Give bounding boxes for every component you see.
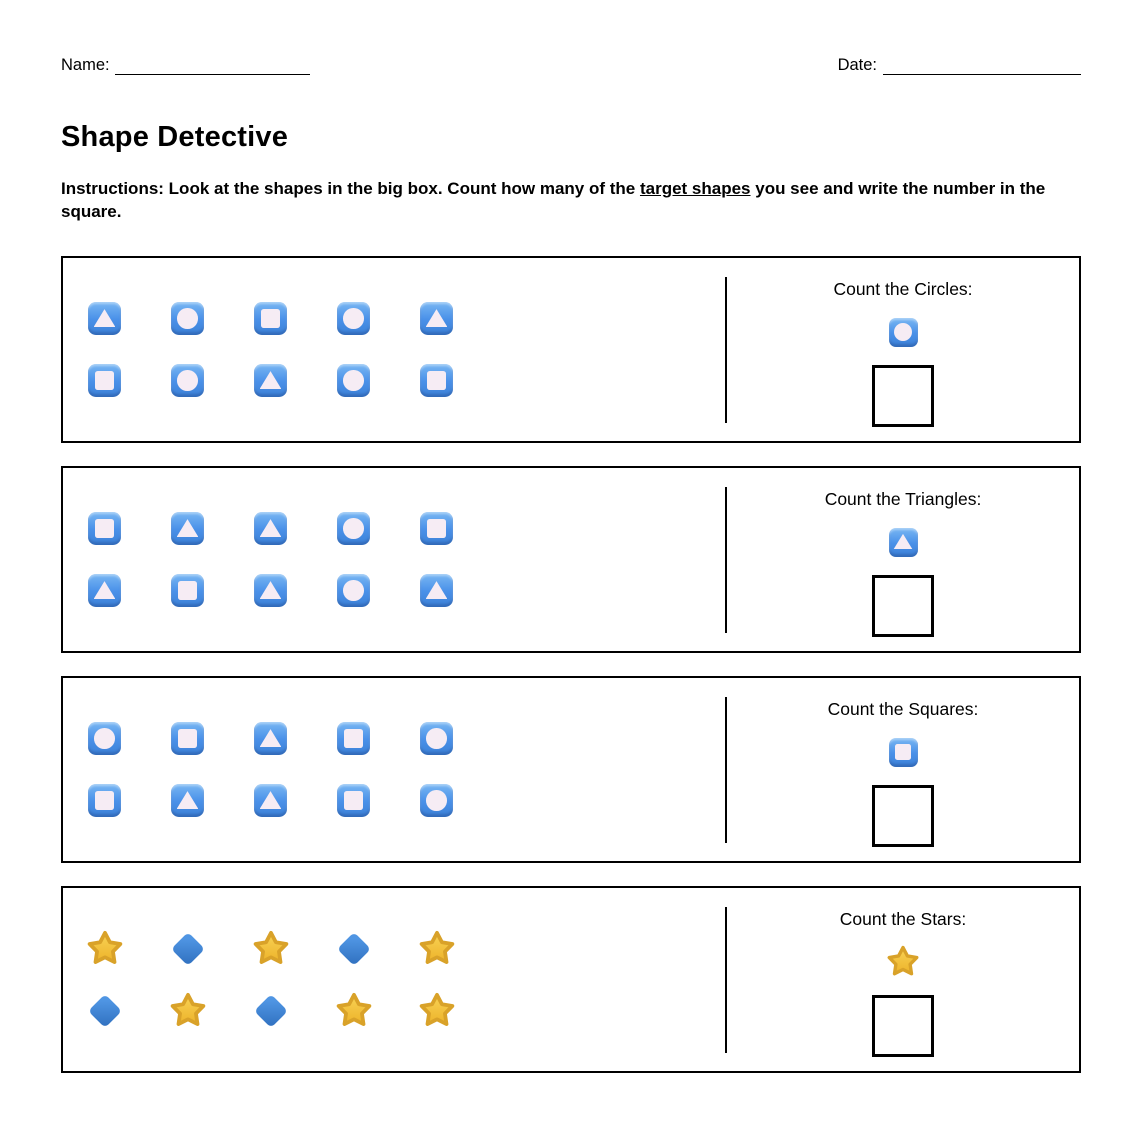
date-label: Date:: [837, 56, 877, 74]
answer-box-stars[interactable]: [872, 995, 934, 1057]
triangle-glyph: [893, 534, 912, 550]
circle-button-icon: [88, 722, 121, 755]
triangle-button-icon: [254, 364, 287, 397]
triangle-shape-cell: [418, 300, 456, 338]
circle-shape-cell: [335, 572, 373, 610]
square-button-icon: [889, 738, 918, 767]
answer-panel-circles: [727, 258, 1079, 441]
circle-shape-cell: [86, 720, 124, 758]
star-icon: [418, 930, 456, 968]
diamond-shape-cell: [169, 930, 207, 968]
instructions-text: Instructions: Look at the shapes in the big box. Count how many of the: [61, 179, 640, 198]
triangle-glyph: [260, 581, 282, 599]
task-box-triangles: [61, 466, 1081, 653]
square-glyph: [178, 581, 196, 599]
square-shape-cell: [169, 572, 207, 610]
triangle-glyph: [260, 519, 282, 537]
square-glyph: [178, 729, 196, 747]
triangle-button-icon: [171, 784, 204, 817]
triangle-button-icon: [88, 302, 121, 335]
triangle-button-icon: [254, 574, 287, 607]
triangle-button-icon: [254, 512, 287, 545]
square-glyph: [95, 791, 113, 809]
square-shape-cell: [169, 720, 207, 758]
date-write-line[interactable]: [883, 59, 1081, 75]
triangle-button-icon: [88, 574, 121, 607]
target-circle-icon: [889, 315, 918, 349]
name-write-line[interactable]: [115, 59, 310, 75]
square-glyph: [95, 519, 113, 537]
answer-panel-stars: [727, 888, 1079, 1071]
triangle-shape-cell: [418, 572, 456, 610]
circle-glyph: [177, 308, 197, 328]
instructions: [61, 178, 1081, 223]
triangle-shape-cell: [252, 510, 290, 548]
triangle-button-icon: [171, 512, 204, 545]
triangle-shape-cell: [252, 362, 290, 400]
circle-button-icon: [337, 302, 370, 335]
circle-glyph: [94, 728, 114, 748]
count-label-squares: Count the Squares:: [827, 699, 979, 720]
date-field: [838, 56, 1081, 75]
diamond-shape-cell: [335, 930, 373, 968]
circle-shape-cell: [169, 362, 207, 400]
star-shape-cell: [335, 992, 373, 1030]
square-shape-cell: [252, 300, 290, 338]
triangle-shape-cell: [252, 572, 290, 610]
diamond-icon: [88, 994, 122, 1028]
triangle-glyph: [426, 581, 448, 599]
star-shape-cell: [169, 992, 207, 1030]
square-shape-cell: [86, 362, 124, 400]
square-button-icon: [171, 722, 204, 755]
shape-grid-area-squares: [63, 678, 725, 861]
circle-glyph: [894, 323, 912, 341]
triangle-button-icon: [254, 784, 287, 817]
square-button-icon: [420, 364, 453, 397]
count-label-triangles: Count the Triangles:: [824, 489, 982, 510]
count-label-stars: Count the Stars:: [839, 909, 967, 930]
circle-button-icon: [171, 364, 204, 397]
header-row: [61, 56, 1081, 75]
answer-panel-triangles: [727, 468, 1079, 651]
square-button-icon: [337, 722, 370, 755]
triangle-button-icon: [254, 722, 287, 755]
triangle-glyph: [177, 519, 199, 537]
triangle-shape-cell: [252, 720, 290, 758]
answer-box-circles[interactable]: [872, 365, 934, 427]
target-triangle-icon: [889, 525, 918, 559]
circle-button-icon: [171, 302, 204, 335]
square-shape-cell: [335, 782, 373, 820]
circle-shape-cell: [418, 720, 456, 758]
circle-glyph: [177, 370, 197, 390]
shape-grid-area-circles: [63, 258, 725, 441]
square-glyph: [261, 309, 279, 327]
task-box-squares: [61, 676, 1081, 863]
triangle-glyph: [426, 309, 448, 327]
square-shape-cell: [418, 362, 456, 400]
name-label: Name:: [61, 56, 110, 74]
square-shape-cell: [86, 782, 124, 820]
circle-button-icon: [337, 512, 370, 545]
name-field: [61, 56, 310, 75]
triangle-button-icon: [420, 574, 453, 607]
triangle-shape-cell: [86, 300, 124, 338]
triangle-glyph: [260, 791, 282, 809]
star-icon: [86, 930, 124, 968]
diamond-icon: [171, 932, 205, 966]
square-button-icon: [337, 784, 370, 817]
shape-grid-area-stars: [63, 888, 725, 1071]
star-shape-cell: [86, 930, 124, 968]
circle-shape-cell: [169, 300, 207, 338]
task-box-stars: [61, 886, 1081, 1073]
star-shape-cell: [418, 992, 456, 1030]
triangle-glyph: [260, 729, 282, 747]
shape-grid-squares: [88, 720, 453, 820]
triangle-shape-cell: [169, 510, 207, 548]
circle-glyph: [343, 580, 363, 600]
triangle-shape-cell: [86, 572, 124, 610]
circle-glyph: [426, 790, 446, 810]
triangle-button-icon: [889, 528, 918, 557]
task-sections: [61, 256, 1081, 1073]
target-star-icon: [886, 945, 920, 979]
square-shape-cell: [86, 510, 124, 548]
triangle-shape-cell: [169, 782, 207, 820]
circle-glyph: [426, 728, 446, 748]
task-box-circles: [61, 256, 1081, 443]
instructions-target-shapes: target shapes: [639, 179, 751, 198]
circle-glyph: [343, 518, 363, 538]
shape-grid-triangles: [88, 510, 453, 610]
triangle-glyph: [94, 581, 116, 599]
circle-glyph: [343, 370, 363, 390]
triangle-button-icon: [420, 302, 453, 335]
page-title: Shape Detective: [61, 121, 289, 153]
circle-shape-cell: [335, 300, 373, 338]
star-shape-cell: [252, 930, 290, 968]
circle-button-icon: [337, 574, 370, 607]
square-glyph: [344, 791, 362, 809]
circle-shape-cell: [418, 782, 456, 820]
square-button-icon: [420, 512, 453, 545]
square-glyph: [895, 744, 911, 760]
square-button-icon: [254, 302, 287, 335]
square-glyph: [95, 371, 113, 389]
star-shape-cell: [418, 930, 456, 968]
square-glyph: [427, 371, 445, 389]
instructions-suffix: you see and write the number in the square.: [61, 179, 1046, 221]
square-button-icon: [88, 512, 121, 545]
diamond-shape-cell: [252, 992, 290, 1030]
answer-box-triangles[interactable]: [872, 575, 934, 637]
star-icon: [252, 930, 290, 968]
triangle-glyph: [177, 791, 199, 809]
answer-box-squares[interactable]: [872, 785, 934, 847]
circle-button-icon: [420, 784, 453, 817]
shape-grid-circles: [88, 300, 453, 400]
circle-shape-cell: [335, 510, 373, 548]
shape-grid-stars: [88, 930, 453, 1030]
diamond-icon: [337, 932, 371, 966]
square-button-icon: [88, 784, 121, 817]
diamond-icon: [254, 994, 288, 1028]
square-shape-cell: [335, 720, 373, 758]
square-glyph: [344, 729, 362, 747]
answer-panel-squares: [727, 678, 1079, 861]
square-glyph: [427, 519, 445, 537]
circle-button-icon: [889, 318, 918, 347]
square-shape-cell: [418, 510, 456, 548]
count-label-circles: Count the Circles:: [833, 279, 973, 300]
square-button-icon: [171, 574, 204, 607]
diamond-shape-cell: [86, 992, 124, 1030]
target-square-icon: [889, 735, 918, 769]
star-icon: [886, 945, 920, 979]
star-icon: [418, 992, 456, 1030]
triangle-glyph: [94, 309, 116, 327]
triangle-glyph: [260, 371, 282, 389]
circle-button-icon: [337, 364, 370, 397]
circle-shape-cell: [335, 362, 373, 400]
star-icon: [335, 992, 373, 1030]
square-button-icon: [88, 364, 121, 397]
triangle-shape-cell: [252, 782, 290, 820]
circle-glyph: [343, 308, 363, 328]
shape-grid-area-triangles: [63, 468, 725, 651]
circle-button-icon: [420, 722, 453, 755]
star-icon: [169, 992, 207, 1030]
